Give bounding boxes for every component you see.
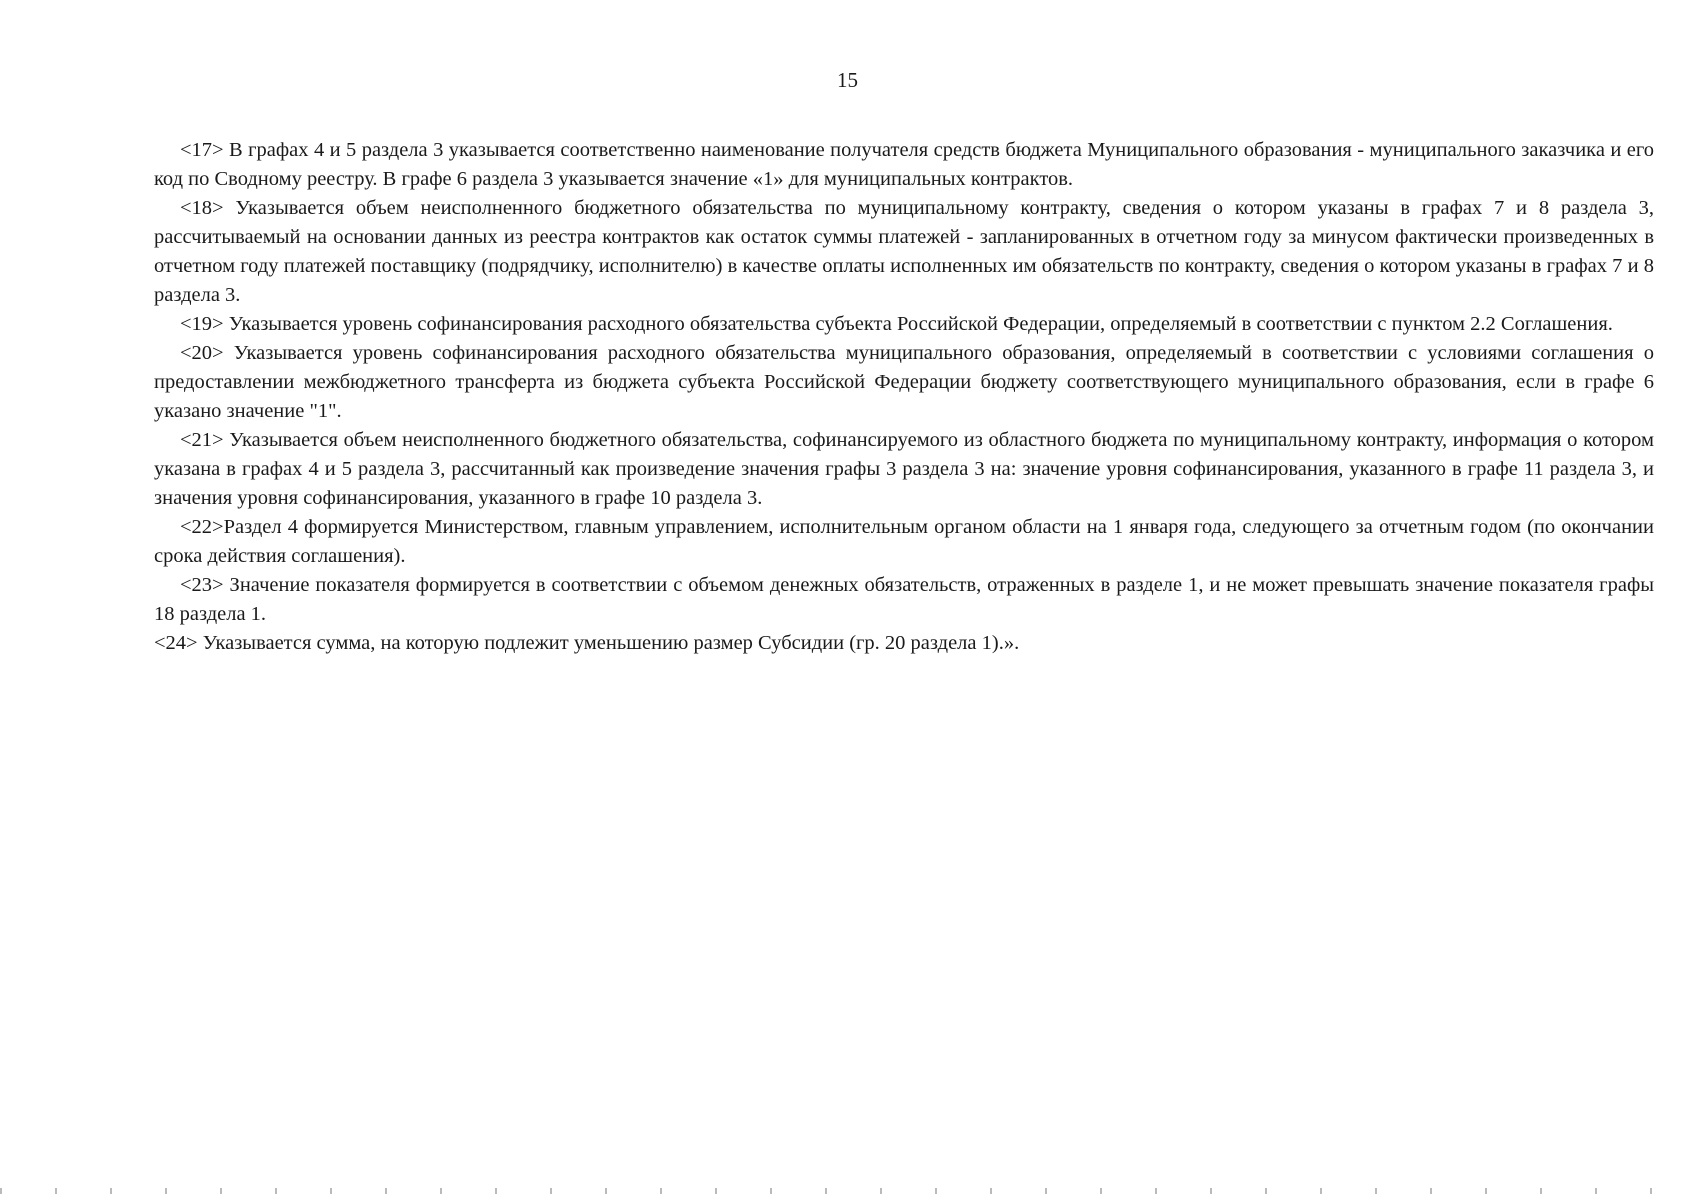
footnote-24: <24> Указывается сумма, на которую подлежит уменьшению размер Субсидии (гр. 20 раздела 1).». xyxy=(154,632,1020,654)
footnote-18: <18> Указывается объем неисполненного бюджетного обязательства по муниципальному контракту, сведения о котором указаны в графах 7 и 8 раздела 3, рассчитываемый на основании данных из реестра контрактов как остаток суммы платежей - запланированных в отчетном году за минусом фактически произведенных в отчетном году платежей поставщику (подрядчику, исполнителю) в качестве оплаты исполненных им обязательств по контракту, сведения о котором указаны в графах 7 и 8 раздела 3. xyxy=(154,197,1654,306)
scan-edge-artifact xyxy=(0,1188,1695,1194)
footnote-23: <23> Значение показателя формируется в соответствии с объемом денежных обязательств, отраженных в разделе 1, и не может превышать значение показателя графы 18 раздела 1. xyxy=(154,574,1654,625)
page-number: 15 xyxy=(837,68,858,92)
footnotes-block xyxy=(154,136,1654,658)
footnote-21: <21> Указывается объем неисполненного бюджетного обязательства, софинансируемого из областного бюджета по муниципальному контракту, информация о котором указана в графах 4 и 5 раздела 3, рассчитанный как произведение значения графы 3 раздела 3 на: значение уровня софинансирования, указанного в графе 11 раздела 3, и значения уровня софинансирования, указанного в графе 10 раздела 3. xyxy=(154,429,1654,509)
footnote-19: <19> Указывается уровень софинансирования расходного обязательства субъекта Российской Федерации, определяемый в соответствии с пунктом 2.2 Соглашения. xyxy=(180,313,1613,335)
footnote-22: <22>Раздел 4 формируется Министерством, главным управлением, исполнительным органом области на 1 января года, следующего за отчетным годом (по окончании срока действия соглашения). xyxy=(154,516,1654,567)
footnote-20: <20> Указывается уровень софинансирования расходного обязательства муниципального образования, определяемый в соответствии с условиями соглашения о предоставлении межбюджетного трансферта из бюджета субъекта Российской Федерации бюджету соответствующего муниципального образования, если в графе 6 указано значение "1". xyxy=(154,342,1654,422)
footnote-17: <17> В графах 4 и 5 раздела 3 указывается соответственно наименование получателя средств бюджета Муниципального образования - муниципального заказчика и его код по Сводному реестру. В графе 6 раздела 3 указывается значение «1» для муниципальных контрактов. xyxy=(154,139,1654,190)
